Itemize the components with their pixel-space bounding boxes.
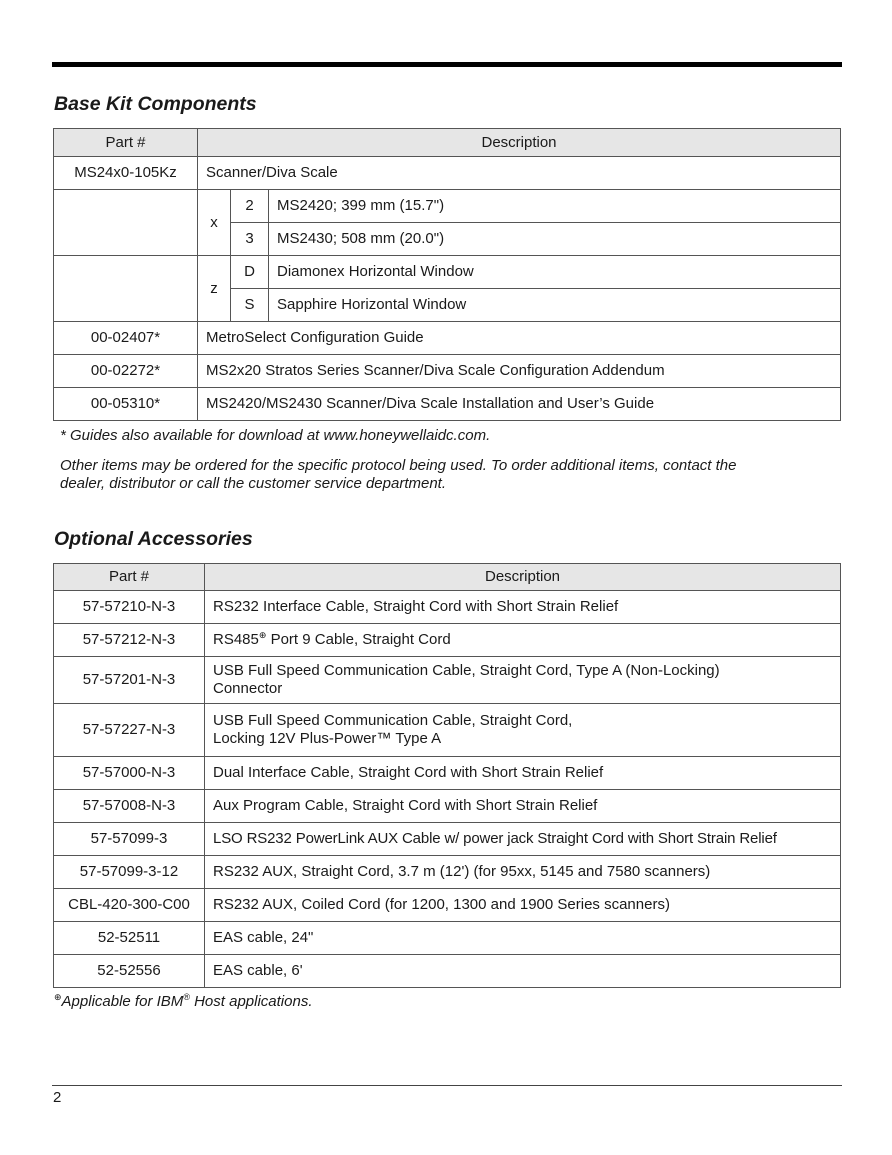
- footnote-text: Host applications.: [189, 993, 313, 1010]
- description-line: Locking 12V Plus-Power™ Type A: [213, 730, 442, 747]
- part-number: 57-57212-N-3: [54, 624, 205, 657]
- description-line: USB Full Speed Communication Cable, Straight Cord, Type A (Non-Locking): [213, 662, 720, 679]
- variant-z-label: z: [198, 256, 231, 322]
- table-row: [54, 955, 841, 988]
- variant-description: Diamonex Horizontal Window: [269, 256, 841, 289]
- variant-code: 2: [231, 190, 269, 223]
- top-rule: [52, 62, 842, 67]
- header-description: Description: [205, 564, 841, 591]
- header-part: Part #: [54, 129, 198, 157]
- description-line: Connector: [213, 680, 283, 697]
- circled-plus-icon: ⊕: [54, 992, 62, 1002]
- bottom-rule: [52, 1085, 842, 1086]
- description-text: RS485: [213, 631, 259, 648]
- description: LSO RS232 PowerLink AUX Cable w/ power jack Straight Cord with Short Strain Relief: [205, 823, 841, 856]
- table-row: [54, 591, 841, 624]
- part-number: 57-57008-N-3: [54, 790, 205, 823]
- table-row: [54, 256, 841, 289]
- optional-accessories-title: Optional Accessories: [54, 528, 253, 550]
- part-number: 00-02407*: [54, 322, 198, 355]
- description: MS2420/MS2430 Scanner/Diva Scale Installation and User’s Guide: [198, 388, 841, 421]
- description: Scanner/Diva Scale: [198, 157, 841, 190]
- ibm-footnote: [54, 993, 313, 1011]
- table-row: [54, 922, 841, 955]
- description: RS232 Interface Cable, Straight Cord with Short Strain Relief: [205, 591, 841, 624]
- table-row: [54, 157, 841, 190]
- part-number: 57-57210-N-3: [54, 591, 205, 624]
- description: MetroSelect Configuration Guide: [198, 322, 841, 355]
- description: [205, 624, 841, 657]
- part-number: MS24x0-105Kz: [54, 157, 198, 190]
- variant-description: Sapphire Horizontal Window: [269, 289, 841, 322]
- header-part: Part #: [54, 564, 205, 591]
- part-number: 00-05310*: [54, 388, 198, 421]
- part-number: CBL-420-300-C00: [54, 889, 205, 922]
- page-number: 2: [53, 1089, 62, 1106]
- table-row: [54, 657, 841, 704]
- variant-description: MS2420; 399 mm (15.7"): [269, 190, 841, 223]
- order-note-line-1: Other items may be ordered for the specific protocol being used. To order additional items, contact the: [60, 457, 737, 474]
- description: Dual Interface Cable, Straight Cord with Short Strain Relief: [205, 757, 841, 790]
- description: RS232 AUX, Coiled Cord (for 1200, 1300 and 1900 Series scanners): [205, 889, 841, 922]
- table-row: [54, 388, 841, 421]
- part-number: 57-57000-N-3: [54, 757, 205, 790]
- part-number: 57-57099-3: [54, 823, 205, 856]
- table-header-row: [54, 129, 841, 157]
- part-number: 00-02272*: [54, 355, 198, 388]
- circled-plus-icon: ⊕: [258, 630, 267, 640]
- base-kit-title: Base Kit Components: [54, 93, 257, 115]
- table-row: [54, 856, 841, 889]
- description: [205, 657, 841, 704]
- description: EAS cable, 24": [205, 922, 841, 955]
- description: RS232 AUX, Straight Cord, 3.7 m (12') (for 95xx, 5145 and 7580 scanners): [205, 856, 841, 889]
- description-text: Port 9 Cable, Straight Cord: [266, 631, 451, 648]
- header-description: Description: [198, 129, 841, 157]
- description-line: USB Full Speed Communication Cable, Straight Cord,: [213, 712, 573, 729]
- variant-code: D: [231, 256, 269, 289]
- description: Aux Program Cable, Straight Cord with Short Strain Relief: [205, 790, 841, 823]
- footnote-text: Applicable for IBM: [61, 993, 184, 1010]
- variant-code: 3: [231, 223, 269, 256]
- part-number: 57-57099-3-12: [54, 856, 205, 889]
- empty-cell: [54, 190, 198, 256]
- table-row: [54, 704, 841, 757]
- table-row: [54, 889, 841, 922]
- part-number: 52-52556: [54, 955, 205, 988]
- description: [205, 704, 841, 757]
- variant-x-label: x: [198, 190, 231, 256]
- table-row: [54, 790, 841, 823]
- table-row: [54, 190, 841, 223]
- table-row: [54, 823, 841, 856]
- description: EAS cable, 6': [205, 955, 841, 988]
- empty-cell: [54, 256, 198, 322]
- description: MS2x20 Stratos Series Scanner/Diva Scale Configuration Addendum: [198, 355, 841, 388]
- part-number: 57-57201-N-3: [54, 657, 205, 704]
- table-row: [54, 757, 841, 790]
- variant-code: S: [231, 289, 269, 322]
- table-row: [54, 355, 841, 388]
- table-row: [54, 322, 841, 355]
- part-number: 52-52511: [54, 922, 205, 955]
- order-note-line-2: dealer, distributor or call the customer service department.: [60, 475, 447, 492]
- optional-accessories-table: [53, 563, 841, 988]
- table-row: [54, 624, 841, 657]
- registered-mark: ®: [183, 992, 190, 1002]
- variant-description: MS2430; 508 mm (20.0"): [269, 223, 841, 256]
- table-header-row: [54, 564, 841, 591]
- part-number: 57-57227-N-3: [54, 704, 205, 757]
- base-kit-table: [53, 128, 841, 421]
- guides-footnote: * Guides also available for download at www.honeywellaidc.com.: [60, 427, 491, 444]
